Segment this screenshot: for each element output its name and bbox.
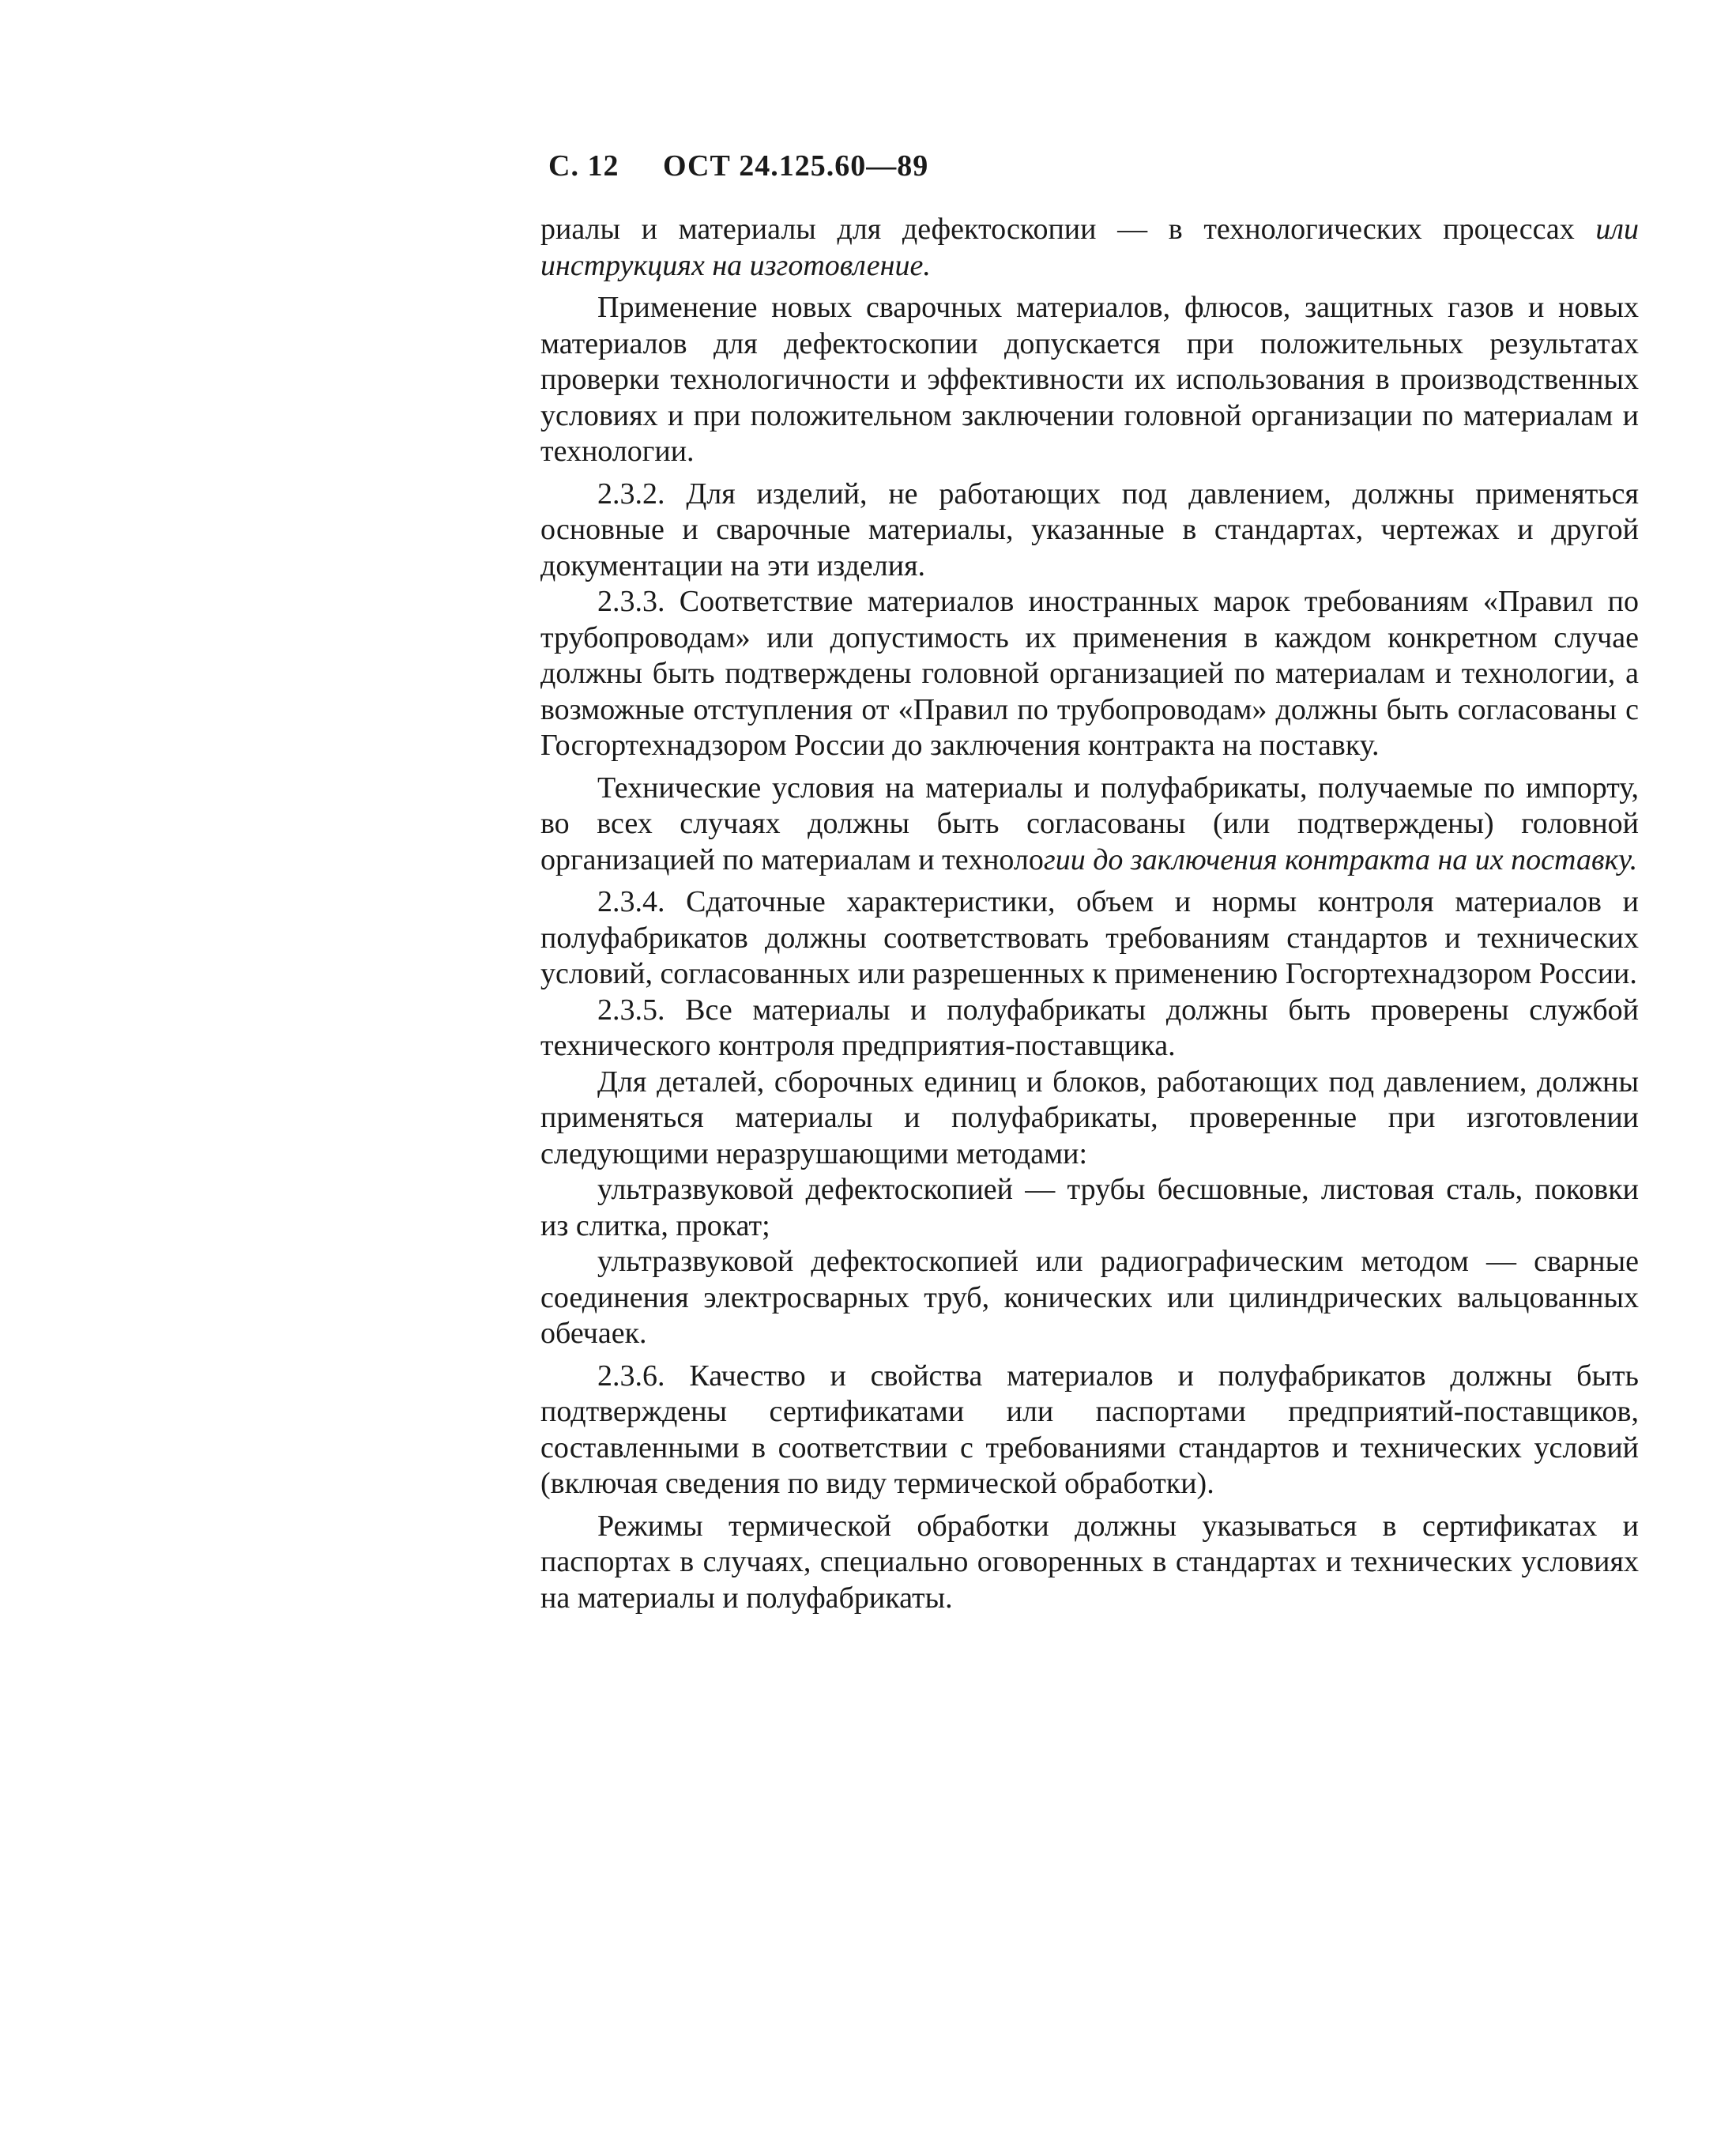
paragraph-text: риалы и материалы для дефектоскопии — в технологических процессах	[540, 213, 1596, 246]
paragraph: Режимы термической обработки должны указываться в сертификатах и паспортах в случаях, специально оговоренных в стандартах и технических условиях на материалы и полуфабрикаты.	[540, 1509, 1639, 1615]
paragraph-italic-text: или инструкциях на изготовление.	[540, 213, 1639, 282]
clause-2-3-3: 2.3.3. Соответствие материалов иностранных марок требованиям «Правил по трубопроводам» или допустимость их применения в каждом конкретном случае должны быть подтверждены головной организацией по материалам и технологии, а возможные отступления от «Правил по трубопроводам» должны быть согласованы с Госгортехнадзором России до заключения контракта на поставку.	[540, 585, 1639, 762]
clause-2-3-2: 2.3.2. Для изделий, не работающих под давлением, должны применяться основные и сварочные материалы, указанные в стандартах, чертежах и другой документации на эти изделия.	[540, 477, 1639, 582]
page-number: С. 12	[548, 149, 619, 183]
paragraph-italic-text: гии до заключения контракта на их поставку.	[1043, 842, 1638, 876]
paragraph: Для деталей, сборочных единиц и блоков, работающих под давлением, должны применяться материалы и полуфабрикаты, проверенные при изготовлении следующими неразрушающими методами:	[540, 1065, 1639, 1170]
clause-2-3-5: 2.3.5. Все материалы и полуфабрикаты должны быть проверены службой технического контроля предприятия-поставщика.	[540, 993, 1639, 1062]
list-item: ультразвуковой дефектоскопией — трубы бесшовные, листовая сталь, поковки из слитка, прокат;	[540, 1173, 1639, 1242]
paragraph-text: Технические условия на материалы и полуфабрикаты, получаемые по импорту, во всех случаях должны быть согласованы (или подтверждены) головной организацией по материалам и техноло	[540, 771, 1639, 876]
paragraph	[540, 212, 1639, 284]
clause-2-3-4: 2.3.4. Сдаточные характеристики, объем и нормы контроля материалов и полуфабрикатов должны соответствовать требованиям стандартов и технических условий, согласованных или разрешенных к применению Госгортехнадзором России.	[540, 885, 1639, 990]
list-item: ультразвуковой дефектоскопией или радиографическим методом — сварные соединения электросварных труб, конических или цилиндрических вальцованных обечаек.	[540, 1245, 1639, 1350]
standard-designation: ОСТ 24.125.60—89	[663, 149, 929, 183]
paragraph	[540, 771, 1639, 879]
paragraph: Применение новых сварочных материалов, флюсов, защитных газов и новых материалов для дефектоскопии допускается при положительных результатах проверки технологичности и эффективности их использования в производственных условиях и при положительном заключении головной организации по материалам и технологии.	[540, 291, 1639, 468]
clause-2-3-6: 2.3.6. Качество и свойства материалов и полуфабрикатов должны быть подтверждены сертификатами или паспортами предприятий-поставщиков, составленными в соответствии с требованиями стандартов и технических условий (включая сведения по виду термической обработки).	[540, 1359, 1639, 1500]
body-text	[540, 212, 1639, 1616]
page-header	[548, 149, 928, 183]
